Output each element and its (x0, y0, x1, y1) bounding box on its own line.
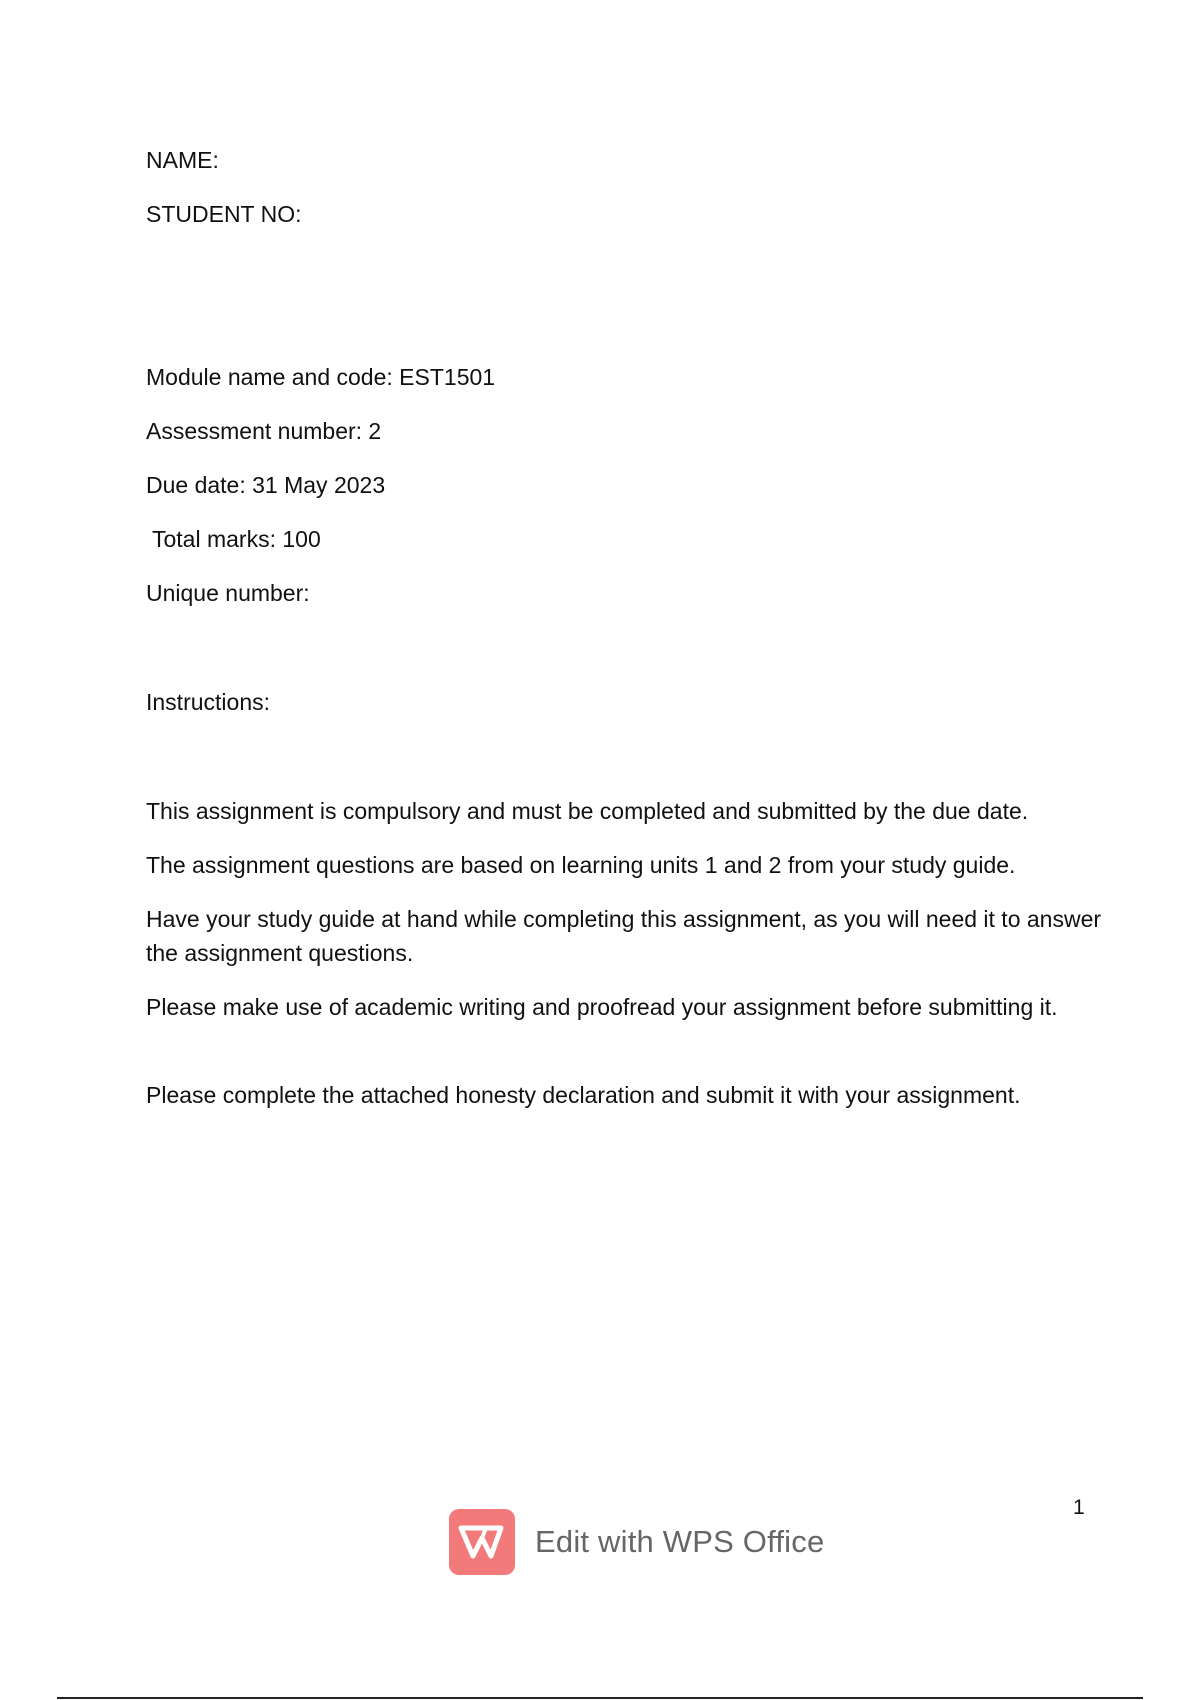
instructions-heading: Instructions: (146, 689, 270, 715)
bottom-divider (57, 1697, 1143, 1699)
wps-watermark[interactable] (449, 1509, 824, 1575)
page-number: 1 (1073, 1496, 1085, 1519)
wps-w-glyph (457, 1524, 507, 1560)
wps-watermark-text: Edit with WPS Office (535, 1524, 825, 1559)
instruction-item: The assignment questions are based on learning units 1 and 2 from your study guide. (146, 852, 1016, 878)
unique-number: Unique number: (146, 580, 310, 606)
instruction-item: Please make use of academic writing and proofread your assignment before submitting it. (146, 994, 1058, 1020)
instruction-item: This assignment is compulsory and must be completed and submitted by the due date. (146, 798, 1029, 824)
name-label: NAME: (146, 147, 219, 173)
student-no-label: STUDENT NO: (146, 201, 302, 227)
instruction-item: Please complete the attached honesty declaration and submit it with your assignment. (146, 1082, 1021, 1108)
module-name-code: Module name and code: EST1501 (146, 364, 496, 390)
due-date: Due date: 31 May 2023 (146, 472, 386, 498)
total-marks: Total marks: 100 (152, 526, 321, 552)
instruction-item: Have your study guide at hand while completing this assignment, as you will need it to answer the assignment questions. (146, 906, 1102, 966)
assessment-number: Assessment number: 2 (146, 418, 382, 444)
wps-logo-icon (449, 1509, 515, 1575)
